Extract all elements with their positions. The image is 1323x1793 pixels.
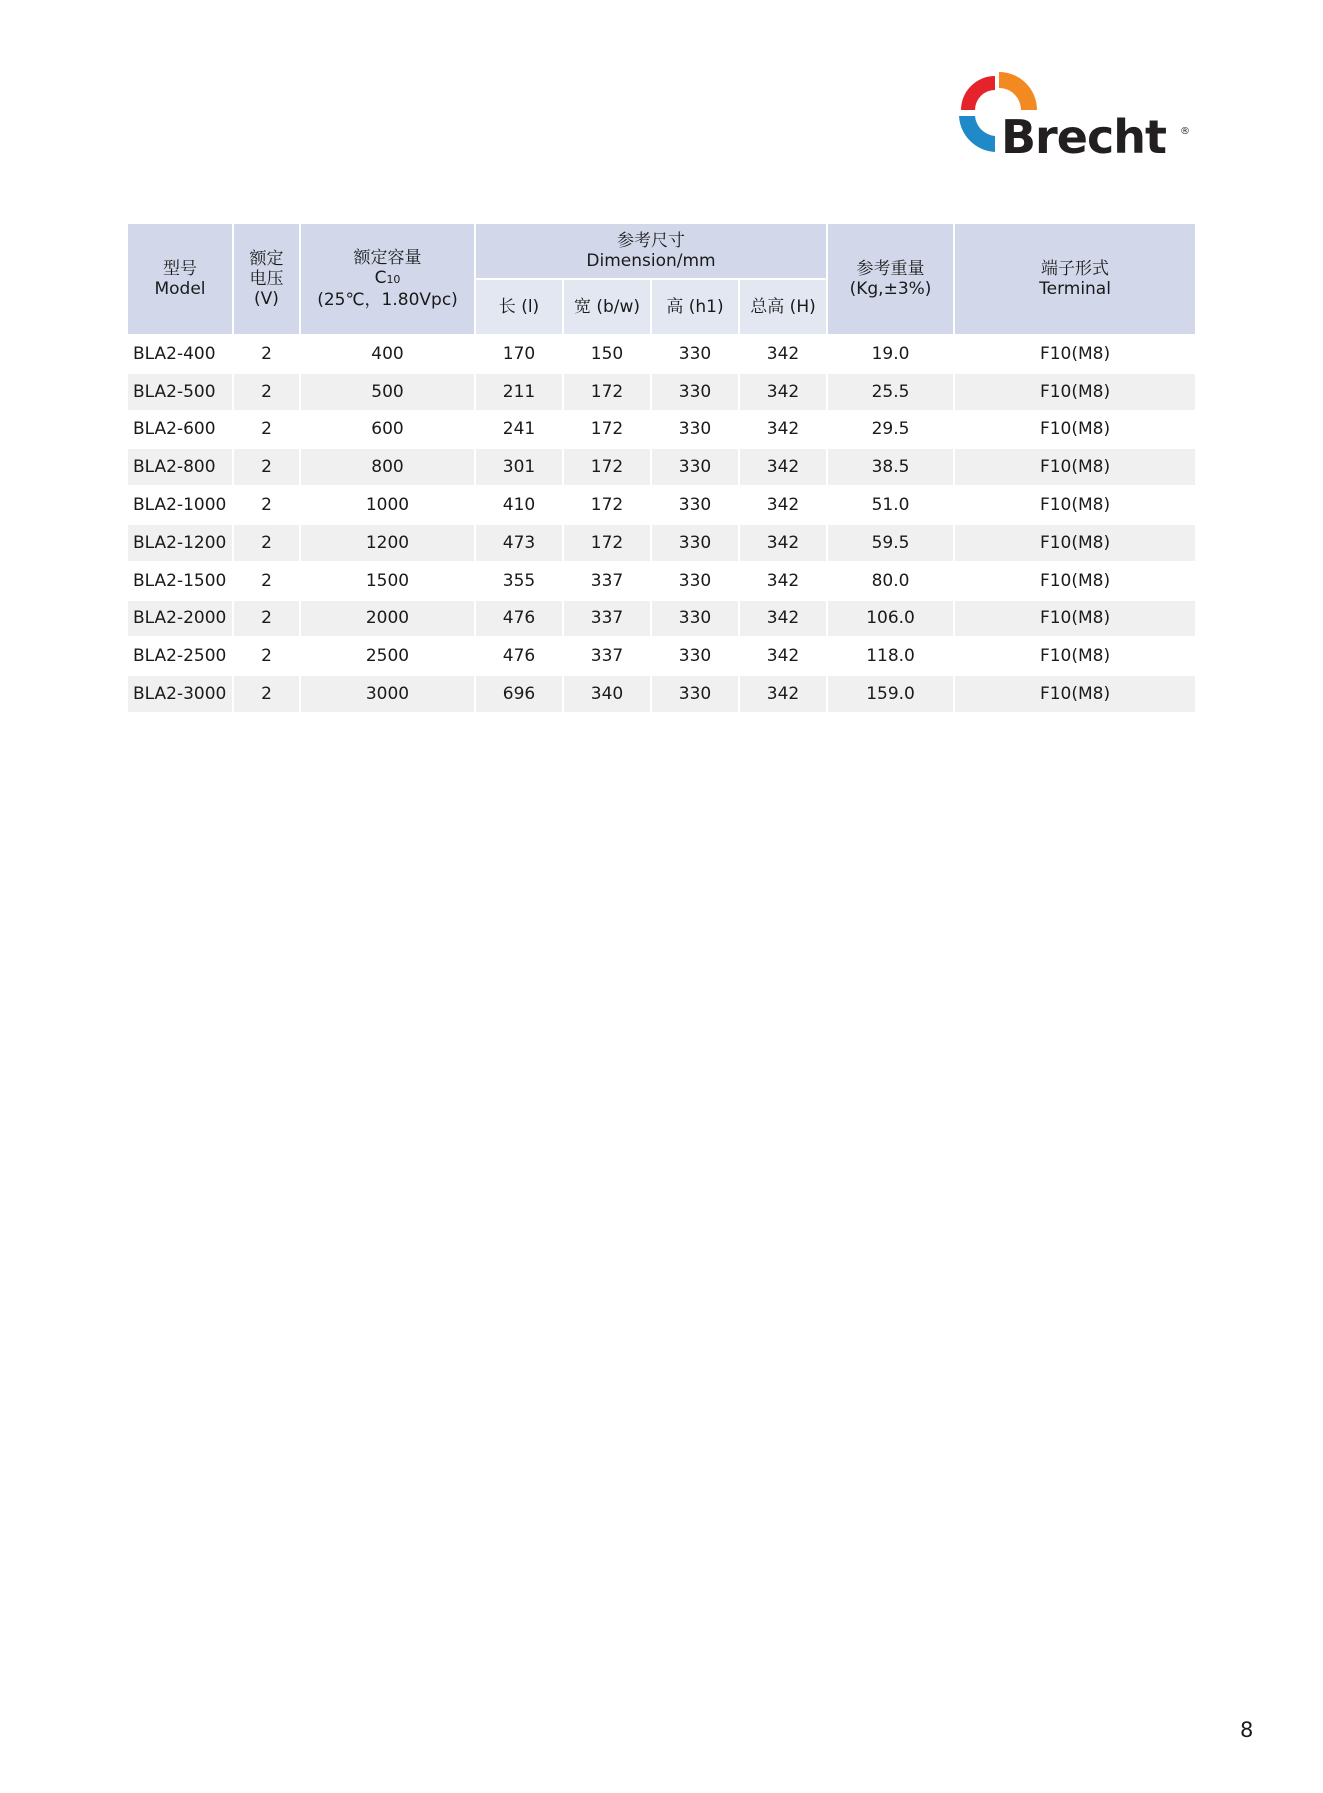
cell-weight: 59.5 <box>827 524 954 562</box>
cell-model: BLA2-1200 <box>127 524 233 562</box>
cell-model: BLA2-2000 <box>127 600 233 638</box>
cell-model: BLA2-500 <box>127 373 233 411</box>
cell-weight: 118.0 <box>827 637 954 675</box>
header-height: 高 (h1) <box>651 279 739 335</box>
cell-weight: 19.0 <box>827 335 954 373</box>
page-number: 8 <box>1240 1718 1254 1742</box>
cell-total-height: 342 <box>739 637 827 675</box>
cell-length: 476 <box>475 637 563 675</box>
table-row <box>127 637 1196 675</box>
cell-voltage: 2 <box>233 486 300 524</box>
cell-terminal: F10(M8) <box>954 675 1196 713</box>
cell-capacity: 1500 <box>300 562 475 600</box>
cell-total-height: 342 <box>739 411 827 449</box>
cell-width: 172 <box>563 448 651 486</box>
cell-total-height: 342 <box>739 373 827 411</box>
cell-terminal: F10(M8) <box>954 637 1196 675</box>
header-terminal: 端子形式 Terminal <box>954 223 1196 335</box>
cell-weight: 38.5 <box>827 448 954 486</box>
cell-total-height: 342 <box>739 600 827 638</box>
cell-weight: 29.5 <box>827 411 954 449</box>
cell-weight: 159.0 <box>827 675 954 713</box>
cell-capacity: 1000 <box>300 486 475 524</box>
cell-height: 330 <box>651 600 739 638</box>
cell-total-height: 342 <box>739 562 827 600</box>
cell-capacity: 1200 <box>300 524 475 562</box>
cell-capacity: 2500 <box>300 637 475 675</box>
cell-width: 172 <box>563 486 651 524</box>
cell-terminal: F10(M8) <box>954 373 1196 411</box>
cell-width: 337 <box>563 600 651 638</box>
cell-model: BLA2-1500 <box>127 562 233 600</box>
cell-model: BLA2-2500 <box>127 637 233 675</box>
cell-terminal: F10(M8) <box>954 411 1196 449</box>
cell-width: 337 <box>563 637 651 675</box>
cell-terminal: F10(M8) <box>954 335 1196 373</box>
cell-width: 172 <box>563 411 651 449</box>
battery-spec-table <box>126 222 1197 714</box>
cell-model: BLA2-800 <box>127 448 233 486</box>
cell-length: 301 <box>475 448 563 486</box>
cell-voltage: 2 <box>233 448 300 486</box>
cell-capacity: 2000 <box>300 600 475 638</box>
cell-length: 241 <box>475 411 563 449</box>
cell-height: 330 <box>651 637 739 675</box>
cell-length: 410 <box>475 486 563 524</box>
cell-terminal: F10(M8) <box>954 448 1196 486</box>
header-capacity: 额定容量 C10 (25℃，1.80Vpc) <box>300 223 475 335</box>
cell-height: 330 <box>651 448 739 486</box>
header-weight: 参考重量 (Kg,±3%) <box>827 223 954 335</box>
table-row <box>127 562 1196 600</box>
table-row <box>127 600 1196 638</box>
brecht-logo <box>955 70 1195 170</box>
header-total-height: 总高 (H) <box>739 279 827 335</box>
table-header <box>127 223 1196 335</box>
cell-height: 330 <box>651 335 739 373</box>
cell-length: 473 <box>475 524 563 562</box>
cell-length: 211 <box>475 373 563 411</box>
cell-voltage: 2 <box>233 335 300 373</box>
table-row <box>127 486 1196 524</box>
table-row <box>127 448 1196 486</box>
table-row <box>127 373 1196 411</box>
cell-terminal: F10(M8) <box>954 486 1196 524</box>
table-row <box>127 411 1196 449</box>
cell-width: 172 <box>563 373 651 411</box>
brecht-wordmark: Brecht <box>1001 110 1166 164</box>
cell-capacity: 600 <box>300 411 475 449</box>
cell-voltage: 2 <box>233 600 300 638</box>
cell-terminal: F10(M8) <box>954 562 1196 600</box>
header-model: 型号 Model <box>127 223 233 335</box>
cell-total-height: 342 <box>739 524 827 562</box>
header-dimension: 参考尺寸 Dimension/mm <box>475 223 827 279</box>
cell-length: 170 <box>475 335 563 373</box>
cell-capacity: 3000 <box>300 675 475 713</box>
cell-capacity: 800 <box>300 448 475 486</box>
cell-terminal: F10(M8) <box>954 524 1196 562</box>
cell-voltage: 2 <box>233 524 300 562</box>
cell-voltage: 2 <box>233 411 300 449</box>
cell-voltage: 2 <box>233 675 300 713</box>
cell-weight: 106.0 <box>827 600 954 638</box>
cell-height: 330 <box>651 524 739 562</box>
table-row <box>127 524 1196 562</box>
cell-total-height: 342 <box>739 448 827 486</box>
header-voltage: 额定 电压 (V) <box>233 223 300 335</box>
cell-height: 330 <box>651 675 739 713</box>
cell-total-height: 342 <box>739 675 827 713</box>
cell-model: BLA2-400 <box>127 335 233 373</box>
cell-total-height: 342 <box>739 335 827 373</box>
cell-total-height: 342 <box>739 486 827 524</box>
cell-weight: 80.0 <box>827 562 954 600</box>
cell-voltage: 2 <box>233 637 300 675</box>
table-row <box>127 675 1196 713</box>
cell-voltage: 2 <box>233 373 300 411</box>
cell-height: 330 <box>651 562 739 600</box>
cell-weight: 51.0 <box>827 486 954 524</box>
cell-length: 476 <box>475 600 563 638</box>
cell-model: BLA2-1000 <box>127 486 233 524</box>
cell-width: 150 <box>563 335 651 373</box>
cell-model: BLA2-600 <box>127 411 233 449</box>
header-width: 宽 (b/w) <box>563 279 651 335</box>
cell-height: 330 <box>651 486 739 524</box>
cell-capacity: 400 <box>300 335 475 373</box>
cell-length: 696 <box>475 675 563 713</box>
cell-height: 330 <box>651 411 739 449</box>
cell-width: 172 <box>563 524 651 562</box>
cell-capacity: 500 <box>300 373 475 411</box>
cell-width: 337 <box>563 562 651 600</box>
cell-width: 340 <box>563 675 651 713</box>
cell-height: 330 <box>651 373 739 411</box>
cell-model: BLA2-3000 <box>127 675 233 713</box>
cell-voltage: 2 <box>233 562 300 600</box>
table-body <box>127 335 1196 713</box>
cell-terminal: F10(M8) <box>954 600 1196 638</box>
header-length: 长 (l) <box>475 279 563 335</box>
cell-weight: 25.5 <box>827 373 954 411</box>
registered-mark: ® <box>1180 126 1190 137</box>
table-row <box>127 335 1196 373</box>
cell-length: 355 <box>475 562 563 600</box>
